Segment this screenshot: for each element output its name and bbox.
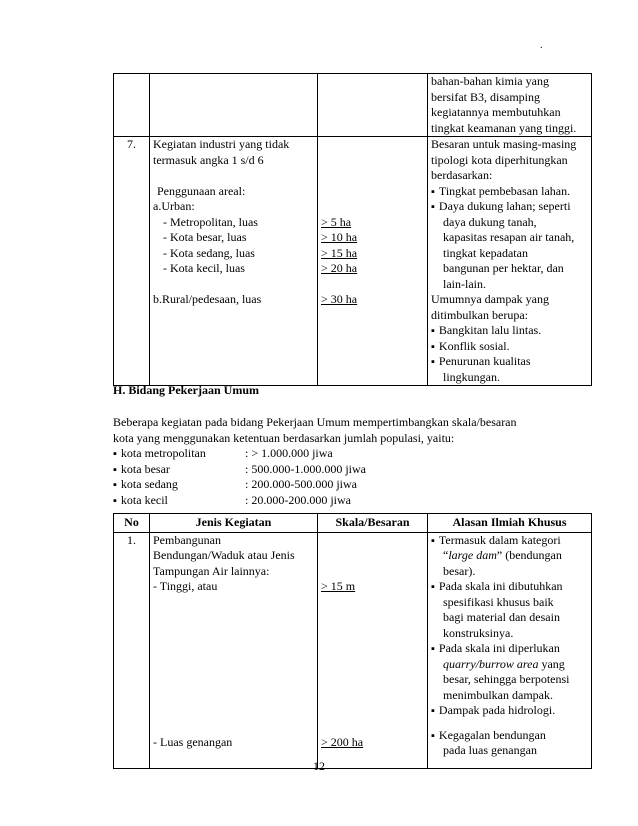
activity-line: a.Urban:	[153, 199, 195, 213]
population-label: ▪ kota metropolitan	[113, 446, 245, 462]
cell-activity	[150, 137, 318, 386]
bullet-item: ▪ Daya dukung lahan; seperti	[431, 199, 588, 215]
bullet-item: ▪ Pada skala ini dibutuhkan	[431, 579, 588, 595]
cell-reason	[428, 137, 592, 386]
reason-line: lain-lain.	[443, 276, 486, 291]
activity-line: b.Rural/pedesaan, luas	[153, 292, 262, 306]
activity-line: Tampungan Air lainnya:	[153, 563, 270, 578]
activity-line: - Kota sedang, luas	[163, 245, 255, 260]
page-mark: .	[540, 40, 543, 51]
table-header-row	[114, 514, 592, 533]
scale-value: > 20 ha	[321, 261, 358, 275]
population-value: : 200.000-500.000 jiwa	[245, 477, 357, 491]
page-number: 12	[313, 759, 325, 773]
activity-line	[153, 168, 314, 184]
list-item	[113, 462, 366, 478]
header-scale: Skala/Besaran	[318, 514, 428, 533]
large-dam-term: large dam	[448, 548, 497, 562]
reason-line: konstruksinya.	[443, 625, 514, 640]
reason-line: “large dam” (bendungan	[443, 548, 562, 562]
table-row	[114, 532, 592, 768]
cell-activity	[150, 74, 318, 137]
bullet-item: ▪ Penurunan kualitas	[431, 354, 588, 370]
reason-line: besar).	[443, 563, 476, 578]
reason-line: Besaran untuk masing-masing	[431, 137, 577, 151]
cell-no	[114, 74, 150, 137]
activity-line: termasuk angka 1 s/d 6	[153, 152, 264, 167]
scale-value: > 10 ha	[321, 230, 358, 244]
cell-scale	[318, 137, 428, 386]
activity-line: - Kota kecil, luas	[163, 261, 245, 275]
activity-line: Kegiatan industri yang tidak	[153, 137, 290, 151]
cell-activity	[150, 532, 318, 768]
reason-line: pada luas genangan	[443, 743, 537, 757]
reason-line: ditimbulkan berupa:	[431, 307, 528, 322]
population-list	[113, 446, 366, 508]
activity-line: - Kota besar, luas	[163, 230, 247, 244]
list-item	[113, 477, 366, 493]
bullet-item: ▪ Tingkat pembebasan lahan.	[431, 184, 588, 200]
scale-value: > 200 ha	[321, 734, 364, 749]
cell-scale	[318, 532, 428, 768]
table-row	[114, 137, 592, 386]
list-item	[113, 446, 366, 462]
table-row	[114, 74, 592, 137]
activity-line	[153, 277, 314, 293]
bullet-item: ▪ Pada skala ini diperlukan	[431, 641, 588, 657]
cell-scale	[318, 74, 428, 137]
reason-line: berdasarkan:	[431, 168, 493, 182]
population-label: ▪ kota besar	[113, 462, 245, 478]
header-reason: Alasan Ilmiah Khusus	[428, 514, 592, 533]
bullet-item: ▪ Termasuk dalam kategori	[431, 533, 588, 549]
cell-no: 1.	[114, 532, 150, 768]
header-no: No	[114, 514, 150, 533]
reason-line: daya dukung tanah,	[443, 214, 537, 229]
reason-line: quarry/burrow area yang	[443, 656, 565, 671]
activity-line: - Metropolitan, luas	[163, 214, 258, 229]
scale-value: > 15 m	[321, 579, 356, 593]
reason-line: kegiatannya membutuhkan	[431, 105, 561, 119]
section-heading: H. Bidang Pekerjaan Umum	[113, 383, 260, 397]
reason-line: menimbulkan dampak.	[443, 687, 553, 702]
public-works-table	[113, 513, 592, 769]
reason-line: bahan-bahan kimia yang	[431, 74, 549, 88]
scale-value: > 15 ha	[321, 245, 358, 260]
reason-line: tingkat keamanan yang tinggi.	[431, 120, 577, 135]
activity-line: Pembangunan	[153, 532, 221, 547]
reason-line: besar, sehingga berpotensi	[443, 672, 570, 686]
population-value: : > 1.000.000 jiwa	[245, 446, 333, 460]
cell-reason	[428, 74, 592, 137]
intro-line: kota yang menggunakan ketentuan berdasarkan jumlah populasi, yaitu:	[113, 430, 455, 445]
reason-line: bangunan per hektar, dan	[443, 261, 564, 275]
bullet-item: ▪ Konflik sosial.	[431, 339, 588, 355]
reason-line: spesifikasi khusus baik	[443, 594, 554, 609]
cell-reason	[428, 532, 592, 768]
population-value: : 20.000-200.000 jiwa	[245, 492, 351, 507]
reason-line: lingkungan.	[443, 369, 500, 384]
reason-line: bersifat B3, disamping	[431, 89, 540, 104]
header-activity: Jenis Kegiatan	[150, 514, 318, 533]
intro-line: Beberapa kegiatan pada bidang Pekerjaan Umum mempertimbangkan skala/besaran	[113, 415, 517, 429]
activity-line: Bendungan/Waduk atau Jenis	[153, 548, 295, 562]
reason-line: tingkat kepadatan	[443, 245, 528, 260]
bullet-item: ▪ Dampak pada hidrologi.	[431, 703, 588, 719]
reason-line: Umumnya dampak yang	[431, 292, 549, 306]
reason-line: tipologi kota diperhitungkan	[431, 152, 568, 167]
intro-paragraph	[113, 415, 517, 446]
population-label: ▪ kota sedang	[113, 477, 245, 493]
regulation-table-continued	[113, 73, 592, 386]
cell-no: 7.	[114, 137, 150, 386]
bullet-item: ▪ Bangkitan lalu lintas.	[431, 323, 588, 339]
population-value: : 500.000-1.000.000 jiwa	[245, 461, 366, 476]
activity-line: - Luas genangan	[153, 734, 233, 749]
reason-line: bagi material dan desain	[443, 610, 560, 624]
bullet-item: ▪ Kegagalan bendungan	[431, 728, 588, 744]
population-label: ▪ kota kecil	[113, 493, 245, 509]
activity-line: Penggunaan areal:	[157, 183, 246, 198]
quarry-term: quarry/burrow area	[443, 656, 539, 671]
activity-line: - Tinggi, atau	[153, 579, 218, 593]
reason-line: kapasitas resapan air tanah,	[443, 230, 575, 244]
scale-value: > 5 ha	[321, 214, 352, 229]
list-item	[113, 493, 366, 509]
scale-value: > 30 ha	[321, 292, 358, 306]
